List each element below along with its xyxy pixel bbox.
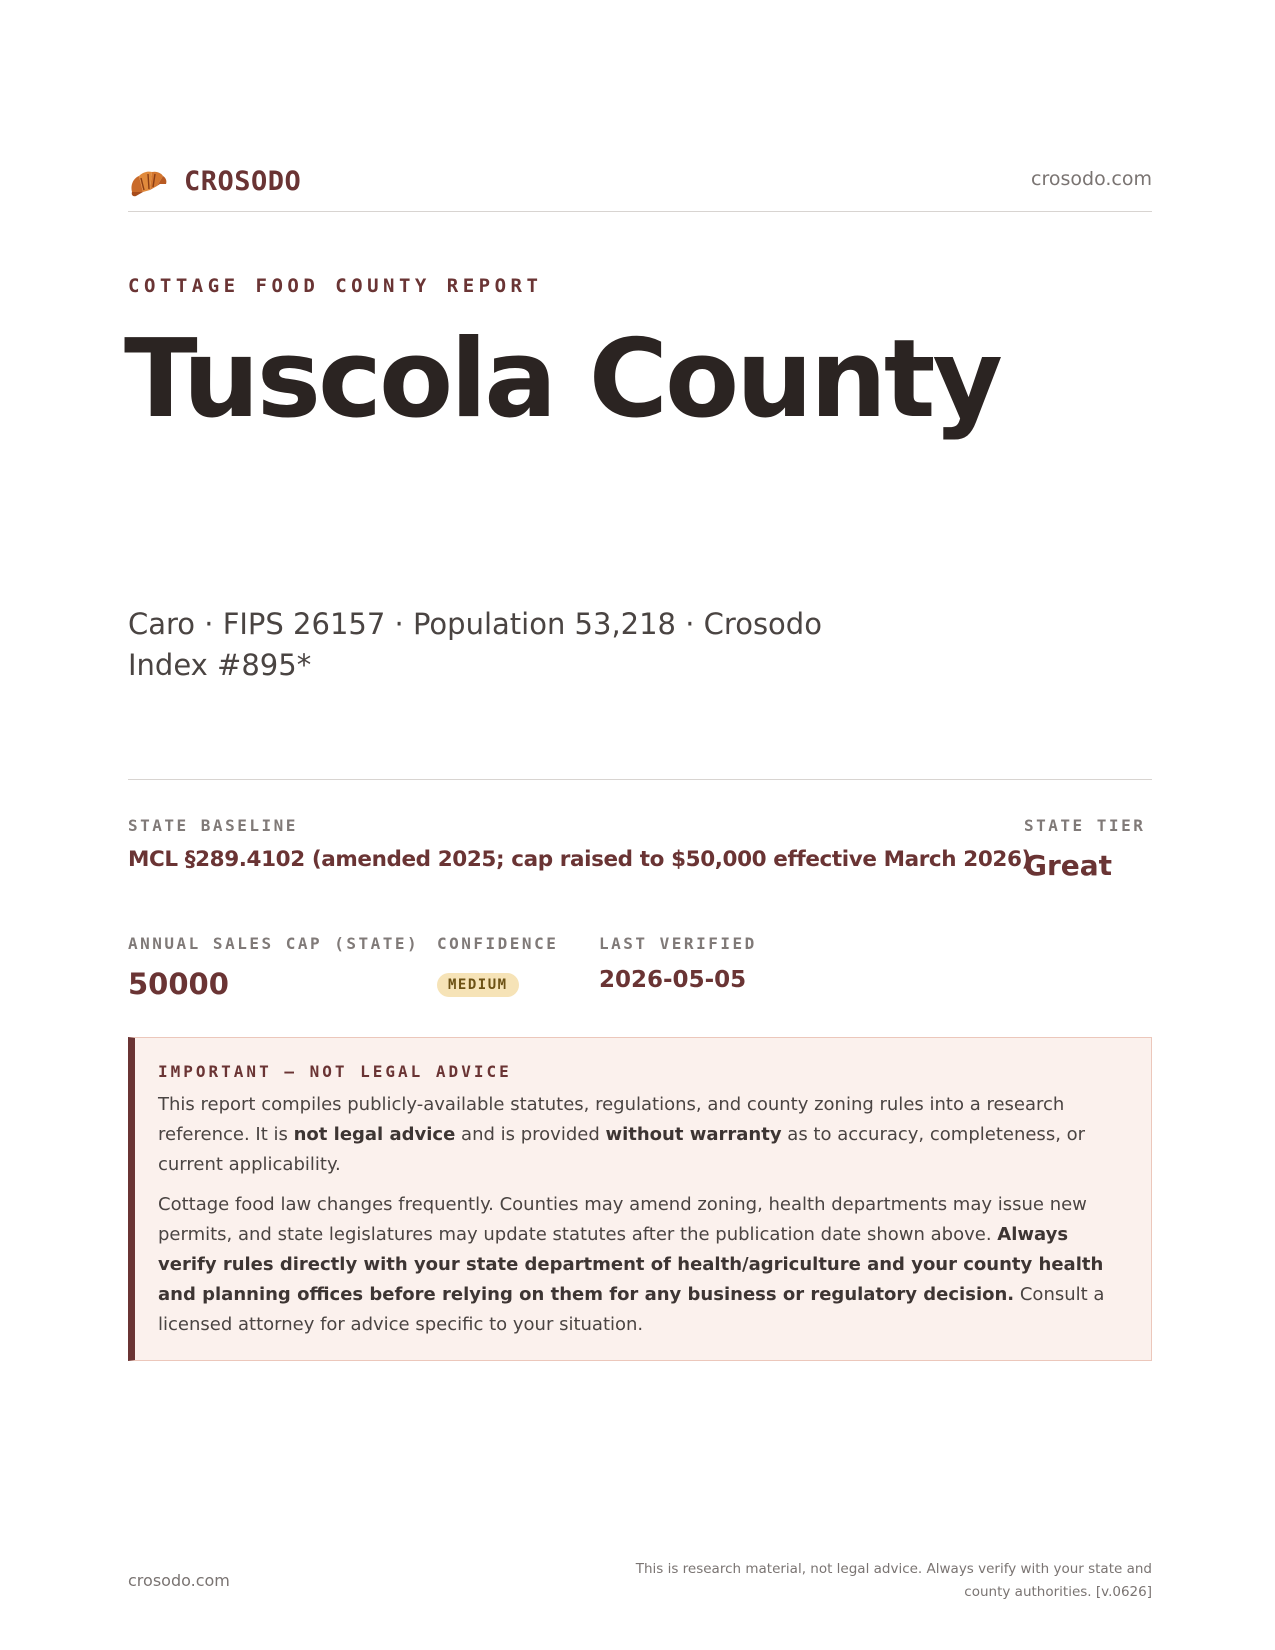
state-tier-value: Great (1024, 849, 1113, 882)
legal-notice-title: IMPORTANT — NOT LEGAL ADVICE (158, 1062, 512, 1081)
notice-text: Consult a licensed attorney for advice specific to your situation. (158, 1284, 1105, 1335)
last-verified-label: LAST VERIFIED (599, 934, 757, 953)
notice-text: This report compiles publicly-available statutes, regulations, and county zoning rules into a research reference. It is (158, 1094, 1065, 1145)
confidence-badge: MEDIUM (437, 973, 519, 997)
notice-emphasis: Always verify rules directly with your state department of health/agriculture and your county health and planning offices before relying on them for any business or regulatory decision. (158, 1224, 1104, 1305)
state-baseline (128, 816, 1031, 872)
notice-emphasis: not legal advice (293, 1124, 456, 1145)
last-verified (599, 934, 757, 993)
state-baseline-value: MCL §289.4102 (amended 2025; cap raised to $50,000 effective March 2026) (128, 847, 1031, 872)
legal-notice (128, 1037, 1152, 1361)
page-header (128, 158, 1152, 212)
footer-disclaimer: This is research material, not legal advice. Always verify with your state and county authorities. [v.0626] (635, 1561, 1152, 1600)
page-title: Tuscola County (124, 317, 1000, 442)
state-tier-label: STATE TIER (1024, 816, 1146, 835)
footer-site[interactable]: crosodo.com (128, 1571, 230, 1590)
croissant-icon (128, 162, 168, 200)
confidence-label: CONFIDENCE (437, 934, 559, 953)
report-kicker: COTTAGE FOOD COUNTY REPORT (128, 275, 543, 297)
last-verified-value: 2026-05-05 (599, 967, 747, 993)
brand[interactable] (128, 162, 301, 200)
legal-notice-paragraph-1 (158, 1090, 1125, 1180)
section-divider (128, 779, 1152, 780)
site-link[interactable]: crosodo.com (1031, 168, 1152, 190)
confidence (437, 934, 558, 997)
state-tier (1024, 816, 1145, 882)
sales-cap-label: ANNUAL SALES CAP (STATE) (128, 934, 420, 953)
notice-text: Cottage food law changes frequently. Counties may amend zoning, health departments may issue new permits, and state legislatures may update statutes after the publication date shown above. (158, 1194, 1087, 1245)
sales-cap-value: 50000 (128, 967, 229, 1001)
county-subtitle: Caro · FIPS 26157 · Population 53,218 · Crosodo Index #895* (128, 607, 822, 682)
notice-text: as to accuracy, completeness, or current applicability. (158, 1124, 1086, 1175)
state-baseline-label: STATE BASELINE (128, 816, 298, 835)
annual-sales-cap (128, 934, 419, 1001)
notice-emphasis: without warranty (605, 1124, 782, 1145)
brand-name: CROSODO (184, 165, 302, 197)
legal-notice-paragraph-2 (158, 1190, 1125, 1340)
notice-text: and is provided (455, 1124, 606, 1145)
